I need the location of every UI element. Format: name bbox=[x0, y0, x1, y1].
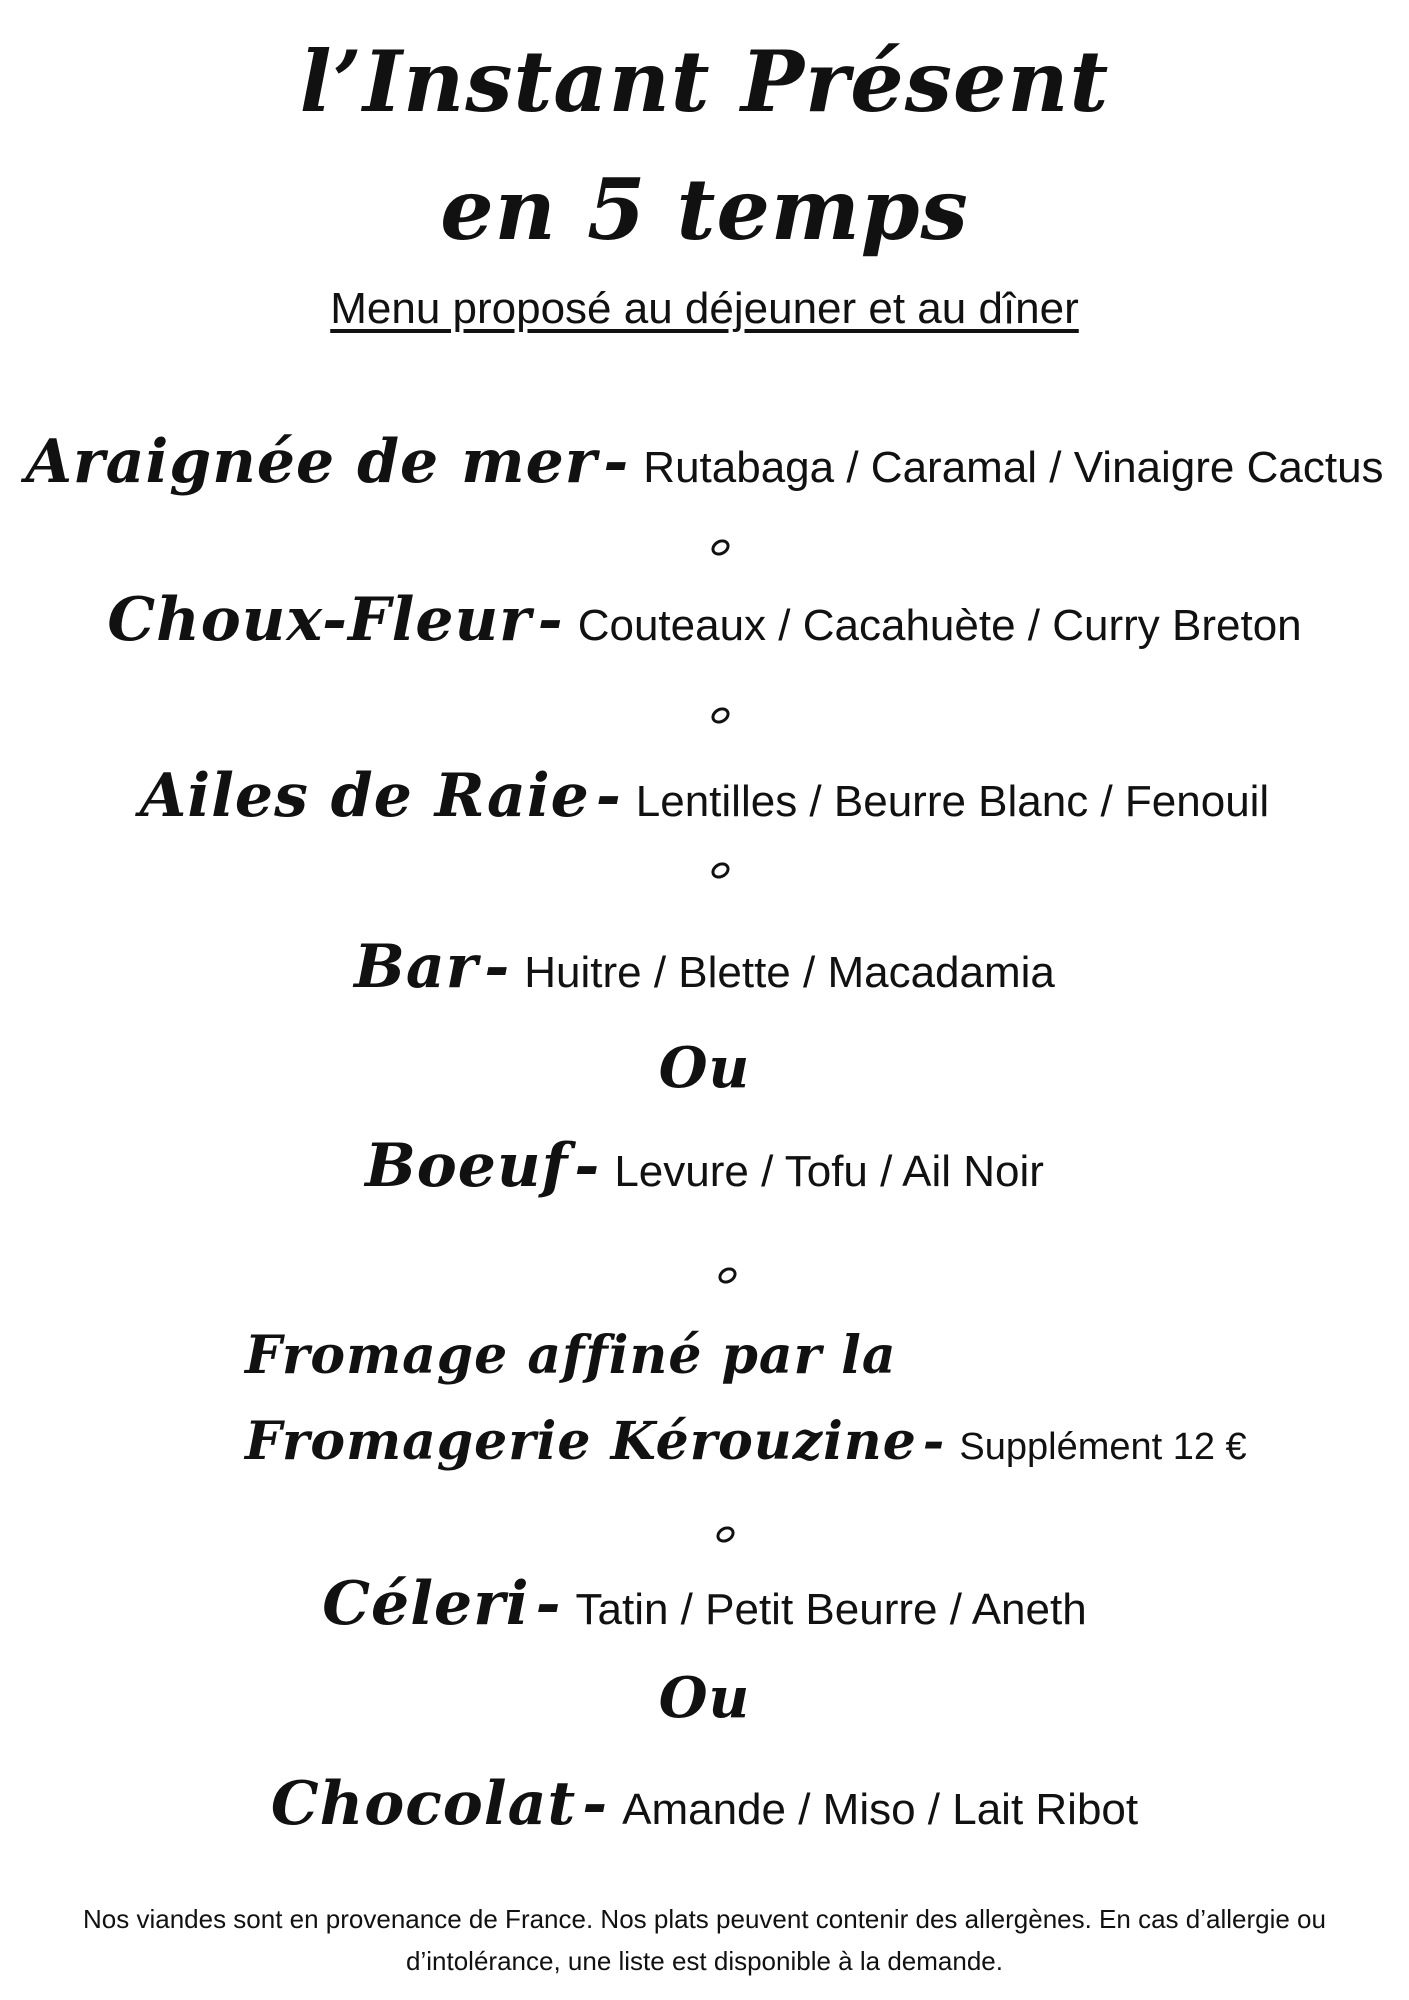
course-description: Huitre / Blette / Macadamia bbox=[524, 948, 1055, 997]
separator-dot bbox=[709, 536, 733, 558]
course-dash: - bbox=[537, 585, 564, 655]
course-description: Levure / Tofu / Ail Noir bbox=[614, 1147, 1044, 1196]
separator-dot bbox=[714, 1523, 738, 1545]
course-dash: - bbox=[484, 932, 511, 1002]
course-dash: - bbox=[582, 1769, 609, 1839]
course-dash: - bbox=[922, 1411, 946, 1472]
course-araignee bbox=[0, 427, 1409, 497]
course-fromage-line-1 bbox=[245, 1325, 897, 1386]
course-dash: - bbox=[535, 1569, 562, 1639]
course-dash: - bbox=[603, 427, 630, 497]
allergen-notice-line-2: d’intolérance, une liste est disponible à la demande. bbox=[406, 1946, 1003, 1976]
menu-title-line-2: en 5 temps bbox=[440, 160, 969, 259]
course-name: Choux-Fleur bbox=[107, 585, 532, 655]
course-name: Bar bbox=[354, 932, 479, 1002]
course-description: Couteaux / Cacahuète / Curry Breton bbox=[577, 601, 1302, 650]
allergen-notice-line-1: Nos viandes sont en provenance de France. Nos plats peuvent contenir des allergènes. En cas d’allergie ou bbox=[83, 1904, 1326, 1934]
course-description: Amande / Miso / Lait Ribot bbox=[622, 1785, 1139, 1834]
separator-dot bbox=[716, 1264, 740, 1286]
menu-subtitle: Menu proposé au déjeuner et au dîner bbox=[330, 284, 1079, 333]
course-description: Rutabaga / Caramal / Vinaigre Cactus bbox=[643, 443, 1384, 492]
course-bar bbox=[0, 932, 1409, 1002]
course-dash: - bbox=[595, 761, 622, 831]
course-description: Lentilles / Beurre Blanc / Fenouil bbox=[635, 777, 1270, 826]
or-separator: Ou bbox=[658, 1035, 751, 1101]
course-supplement: Supplément 12 € bbox=[959, 1426, 1247, 1468]
course-name: Fromagerie Kérouzine bbox=[245, 1411, 917, 1472]
course-fromage-line-2 bbox=[245, 1411, 1247, 1472]
separator-dot bbox=[709, 704, 733, 726]
course-name: Fromage affiné par la bbox=[245, 1325, 897, 1386]
course-name: Araignée de mer bbox=[25, 427, 598, 497]
or-separator: Ou bbox=[658, 1665, 751, 1731]
course-ailes-de-raie bbox=[0, 761, 1409, 831]
allergen-notice bbox=[0, 1898, 1409, 1982]
course-celeri bbox=[0, 1569, 1409, 1639]
course-name: Boeuf bbox=[365, 1131, 569, 1201]
course-name: Chocolat bbox=[270, 1769, 577, 1839]
separator-dot bbox=[709, 859, 733, 881]
course-dash: - bbox=[574, 1131, 601, 1201]
course-chocolat bbox=[0, 1769, 1409, 1839]
course-name: Ailes de Raie bbox=[139, 761, 590, 831]
course-boeuf bbox=[0, 1131, 1409, 1201]
course-choux-fleur bbox=[0, 585, 1409, 655]
course-description: Tatin / Petit Beurre / Aneth bbox=[575, 1585, 1087, 1634]
course-name: Céleri bbox=[322, 1569, 530, 1639]
menu-title-line-1: l’Instant Présent bbox=[299, 32, 1110, 131]
